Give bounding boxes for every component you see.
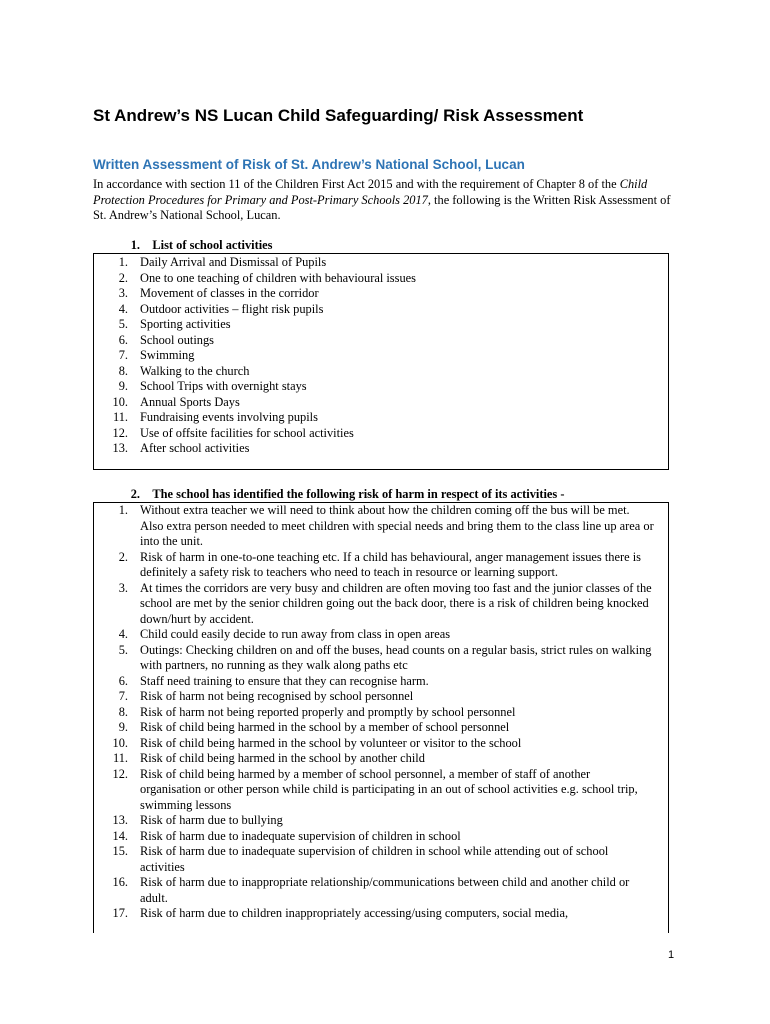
list-item-number: 12. [112,766,128,781]
list-item-number: 3. [118,286,128,300]
list-item [94,581,668,628]
activities-list [94,254,668,457]
list-item-number: 4. [118,627,128,641]
list-item [94,844,668,875]
list-item [94,286,668,302]
list-item-number: 12. [112,425,128,440]
intro-text-part1: In accordance with section 11 of the Children First Act 2015 and with the requirement of Chapter 8 of the [93,177,620,191]
list2-number: 2. [130,487,140,501]
list-item-number: 14. [112,828,128,843]
list-item [94,875,668,906]
intro-italic-title: Child Protection Procedures for Primary and Post-Primary Schools 2017 [93,177,648,207]
list-item-text: Sporting activities [140,317,231,331]
risks-box [93,502,669,933]
list-item [94,643,668,674]
list-item [94,317,668,333]
list-item-text: Staff need training to ensure that they can recognise harm. [140,673,429,688]
list-item-text: After school activities [140,441,250,455]
list-item [94,736,668,752]
list-item-number: 2. [118,270,128,285]
list-item [94,627,668,643]
list-item [94,705,668,721]
list-item-number: 10. [112,735,128,750]
list-item [94,395,668,411]
list-item [94,550,668,581]
list-item-text: Walking to the church [140,363,250,378]
list2-title-text: The school has identified the following risk of harm in respect of its activities - [152,487,565,501]
list-item-number: 7. [118,348,128,362]
list-item-number: 6. [118,673,128,688]
list-item-number: 16. [112,875,128,889]
list1-number: 1. [130,238,140,252]
list-item [94,348,668,364]
list-item-text: Movement of classes in the corridor [140,286,319,300]
list-item-text: Risk of child being harmed in the school by a member of school personnel [140,720,510,734]
list-item-text: Risk of harm not being recognised by school personnel [140,689,414,703]
list-item [94,271,668,287]
list-item [94,720,668,736]
list-item-text: Daily Arrival and Dismissal of Pupils [140,255,327,269]
list-item [94,379,668,395]
list-item-text: Risk of harm not being reported properly and promptly by school personnel [140,704,516,719]
list-item [94,503,668,550]
list-item [94,333,668,349]
list-item-number: 9. [118,379,128,393]
list-item-number: 10. [112,394,128,409]
list-item-text: Risk of harm due to bullying [140,813,283,827]
list-item-number: 5. [118,317,128,331]
list-item-text: One to one teaching of children with behavioural issues [140,270,416,285]
list1-title-text: List of school activities [152,238,273,252]
list1-title [93,238,273,254]
list-item [94,674,668,690]
list-item-number: 1. [118,503,128,517]
list-item-number: 13. [112,813,128,827]
list2-title [93,487,564,503]
list-item [94,906,668,922]
list-item-text: Risk of harm due to inappropriate relationship/communications between child and another child or adult. [140,875,630,905]
list-item [94,829,668,845]
list-item [94,364,668,380]
list-item-text: Risk of child being harmed in the school by volunteer or visitor to the school [140,735,522,750]
list-item-number: 8. [118,363,128,378]
list-item [94,689,668,705]
list-item [94,751,668,767]
list-item-text: Use of offsite facilities for school activities [140,425,354,440]
list-item-text: Annual Sports Days [140,394,240,409]
page-number: 1 [668,949,675,961]
intro-paragraph [93,177,683,224]
list-item-number: 7. [118,689,128,703]
list-item-number: 5. [118,642,128,657]
list-item-text: Fundraising events involving pupils [140,410,318,424]
list-item-text: School Trips with overnight stays [140,379,307,393]
activities-box [93,253,669,470]
list-item-number: 3. [118,580,128,595]
list-item-number: 13. [112,441,128,455]
list-item-number: 4. [118,301,128,316]
list-item-text: Risk of harm due to inadequate supervision of children in school [140,828,461,843]
list-item-text: School outings [140,332,215,347]
list-item-text: Risk of harm in one-to-one teaching etc. If a child has behavioural, anger management issues there is definitely a safety risk to teachers who need to teach in resource or learning support. [140,549,641,579]
intro-text-part2: , the following is the Written Risk Assessment of St. Andrew’s National School, Lucan. [93,192,671,222]
list-item-text: Without extra teacher we will need to think about how the children coming off the bus will be met. Also extra person needed to meet children with special needs and bring them to the class line up area or into the unit. [140,503,654,548]
list-item-text: Child could easily decide to run away from class in open areas [140,627,451,641]
list-item-text: Outings: Checking children on and off the buses, head counts on a regular basis, strict rules on walking with partners, no running as they walk along paths etc [140,642,652,672]
list-item-text: Risk of child being harmed by a member of school personnel, a member of staff of another organisation or other person while child is participating in an out of school activities e.g. school trip, swimming lessons [140,766,638,812]
list-item-text: Risk of child being harmed in the school by another child [140,751,425,765]
list-item-text: Swimming [140,348,195,362]
list-item-text: Outdoor activities – flight risk pupils [140,301,324,316]
list-item-number: 8. [118,704,128,719]
list-item-number: 15. [112,844,128,858]
list-item-number: 1. [118,255,128,269]
list-item-text: Risk of harm due to inadequate supervision of children in school while attending out of school activities [140,844,609,874]
list-item-number: 6. [118,332,128,347]
document-title: St Andrew’s NS Lucan Child Safeguarding/ Risk Assessment [93,106,584,125]
list-item [94,813,668,829]
list-item-number: 9. [118,720,128,734]
list-item [94,302,668,318]
list-item-number: 11. [112,410,128,424]
list-item [94,410,668,426]
list-item [94,767,668,814]
list-item-text: At times the corridors are very busy and children are often moving too fast and the junior classes of the school are met by the senior children going out the back door, there is a risk of children being knocked down/hurt by accident. [140,580,652,626]
list-item-number: 17. [112,906,128,920]
list-item-number: 2. [118,549,128,564]
risks-list [94,503,668,922]
list-item-number: 11. [112,751,128,765]
section-heading: Written Assessment of Risk of St. Andrew’s National School, Lucan [93,157,525,172]
list-item [94,255,668,271]
list-item [94,426,668,442]
list-item [94,441,668,457]
list-item-text: Risk of harm due to children inappropriately accessing/using computers, social media, [140,906,569,920]
